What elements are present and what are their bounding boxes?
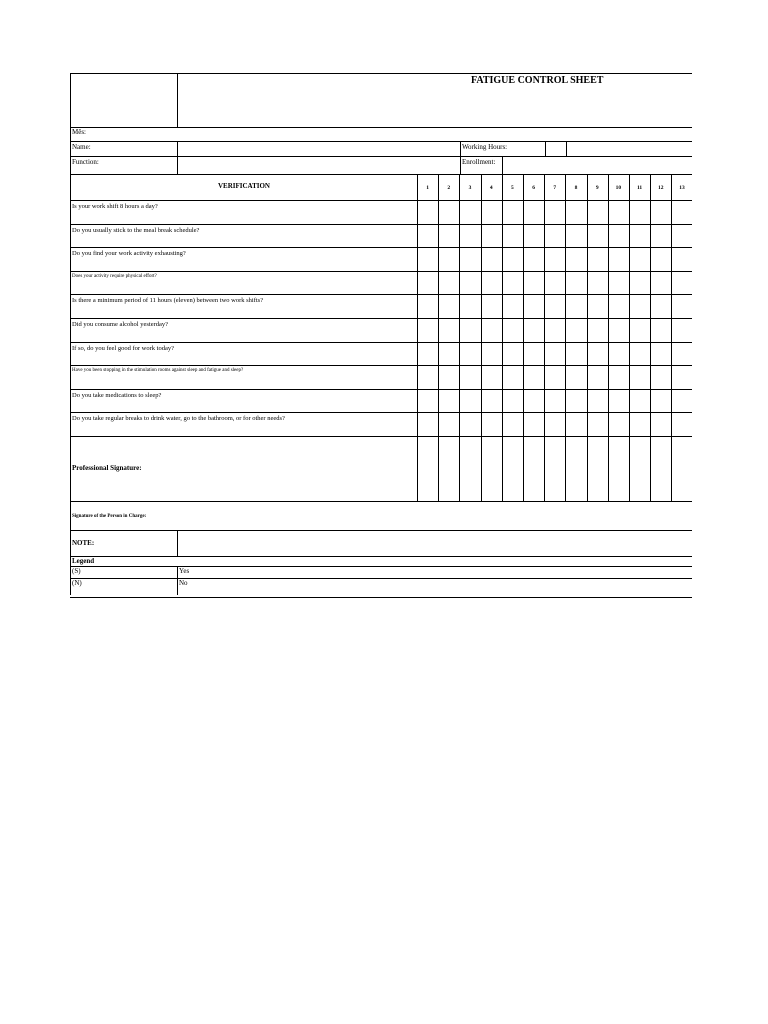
working-hours-field-end[interactable]: [568, 142, 692, 156]
answer-cell[interactable]: [608, 343, 629, 366]
answer-cell[interactable]: [502, 201, 523, 224]
answer-cell[interactable]: [502, 272, 523, 295]
answer-cell[interactable]: [587, 295, 608, 318]
answer-cell[interactable]: [459, 272, 480, 295]
answer-cell[interactable]: [629, 343, 650, 366]
answer-cell[interactable]: [565, 295, 586, 318]
answer-cell[interactable]: [523, 225, 544, 248]
question-text: If so, do you feel good for work today?: [72, 344, 174, 352]
note-row: [70, 530, 692, 556]
month-row: [70, 127, 692, 141]
answer-cell[interactable]: [438, 248, 459, 271]
answer-cell[interactable]: [608, 366, 629, 389]
answer-cell[interactable]: [481, 225, 502, 248]
answer-cell[interactable]: [544, 413, 565, 436]
answer-cell[interactable]: [650, 413, 671, 436]
answer-cell[interactable]: [481, 366, 502, 389]
answer-cell[interactable]: [544, 201, 565, 224]
answer-cell[interactable]: [608, 201, 629, 224]
answer-cell[interactable]: [544, 272, 565, 295]
enrollment-field[interactable]: [504, 157, 692, 174]
answer-cell[interactable]: [438, 272, 459, 295]
person-in-charge-row: [70, 501, 692, 530]
signature-cell[interactable]: [629, 437, 650, 501]
signature-cell[interactable]: [417, 437, 438, 501]
answer-cell[interactable]: [438, 343, 459, 366]
note-label: NOTE:: [72, 538, 95, 547]
legend-row-yes: [70, 566, 692, 578]
question-row: [70, 294, 692, 318]
answer-cell[interactable]: [459, 248, 480, 271]
answer-cell[interactable]: [565, 413, 586, 436]
answer-cell[interactable]: [629, 201, 650, 224]
answer-cell[interactable]: [587, 413, 608, 436]
question-row: [70, 224, 692, 248]
signature-cell[interactable]: [523, 437, 544, 501]
answer-cell[interactable]: [587, 343, 608, 366]
answer-cell[interactable]: [481, 390, 502, 413]
answer-cell[interactable]: [417, 413, 438, 436]
answer-cell[interactable]: [629, 366, 650, 389]
question-row: [70, 247, 692, 271]
working-hours-field-start[interactable]: [547, 142, 565, 156]
question-row: [70, 200, 692, 224]
answer-cell[interactable]: [438, 413, 459, 436]
question-text: Is there a minimum period of 11 hours (eleven) between two work shifts?: [72, 297, 264, 305]
answer-cell[interactable]: [629, 319, 650, 342]
answer-cell[interactable]: [502, 343, 523, 366]
day-column-header: 11: [636, 185, 643, 191]
answer-cell[interactable]: [523, 272, 544, 295]
function-row: [70, 156, 692, 174]
answer-cell[interactable]: [523, 413, 544, 436]
day-column-header: 10: [615, 185, 622, 191]
header-row: [70, 73, 692, 127]
answer-cell[interactable]: [459, 225, 480, 248]
answer-cell[interactable]: [565, 248, 586, 271]
answer-cell[interactable]: [650, 272, 671, 295]
answer-cell[interactable]: [565, 343, 586, 366]
question-text: Do you take regular breaks to drink water, go to the bathroom, or for other needs?: [72, 415, 285, 423]
question-text: Is your work shift 8 hours a day?: [72, 203, 158, 210]
answer-cell[interactable]: [671, 295, 692, 318]
answer-cell[interactable]: [587, 248, 608, 271]
answer-cell[interactable]: [481, 272, 502, 295]
answer-cell[interactable]: [650, 390, 671, 413]
day-column-header: 8: [574, 185, 578, 191]
answer-cell[interactable]: [587, 225, 608, 248]
working-hours-label: Working Hours:: [462, 143, 508, 151]
professional-signature-label: Professional Signature:: [72, 463, 142, 472]
person-in-charge-label: Signature of the Person in Charge:: [72, 513, 147, 519]
answer-cell[interactable]: [565, 390, 586, 413]
verification-grid: [70, 174, 692, 501]
day-column-header: 3: [468, 185, 472, 191]
answer-cell[interactable]: [523, 295, 544, 318]
answer-cell[interactable]: [544, 366, 565, 389]
question-text: Do you usually stick to the meal break schedule?: [72, 226, 200, 234]
answer-cell[interactable]: [481, 248, 502, 271]
note-field[interactable]: [179, 531, 691, 556]
answer-cell[interactable]: [481, 343, 502, 366]
answer-cell[interactable]: [417, 225, 438, 248]
answer-cell[interactable]: [671, 343, 692, 366]
day-column-header: 1: [426, 185, 429, 191]
day-column-header: 5: [511, 185, 514, 191]
answer-cell[interactable]: [587, 366, 608, 389]
answer-cell[interactable]: [417, 272, 438, 295]
day-column-header: 12: [658, 185, 664, 191]
answer-cell[interactable]: [565, 225, 586, 248]
answer-cell[interactable]: [608, 413, 629, 436]
question-row: [70, 271, 692, 295]
answer-cell[interactable]: [417, 201, 438, 224]
answer-cell[interactable]: [671, 248, 692, 271]
signature-cell[interactable]: [650, 437, 671, 501]
answer-cell[interactable]: [459, 319, 480, 342]
answer-cell[interactable]: [502, 295, 523, 318]
legend-row-no: [70, 578, 692, 595]
fatigue-control-sheet: [70, 73, 692, 595]
legend-code: (S): [72, 566, 81, 575]
enrollment-label: Enrollment:: [462, 158, 496, 166]
question-row: [70, 389, 692, 413]
answer-cell[interactable]: [650, 201, 671, 224]
answer-cell[interactable]: [459, 295, 480, 318]
answer-cell[interactable]: [671, 201, 692, 224]
answer-cell[interactable]: [565, 366, 586, 389]
answer-cell[interactable]: [502, 319, 523, 342]
answer-cell[interactable]: [629, 248, 650, 271]
signature-cell[interactable]: [438, 437, 459, 501]
answer-cell[interactable]: [481, 413, 502, 436]
answer-cell[interactable]: [608, 225, 629, 248]
answer-cell[interactable]: [565, 272, 586, 295]
answer-cell[interactable]: [438, 201, 459, 224]
answer-cell[interactable]: [523, 390, 544, 413]
answer-cell[interactable]: [565, 319, 586, 342]
answer-cell[interactable]: [608, 390, 629, 413]
answer-cell[interactable]: [502, 390, 523, 413]
signature-cell[interactable]: [587, 437, 608, 501]
answer-cell[interactable]: [608, 248, 629, 271]
question-row: [70, 412, 692, 436]
answer-cell[interactable]: [459, 413, 480, 436]
answer-cell[interactable]: [671, 413, 692, 436]
answer-cell[interactable]: [671, 366, 692, 389]
answer-cell[interactable]: [650, 343, 671, 366]
day-column-header: 4: [489, 185, 493, 191]
answer-cell[interactable]: [438, 319, 459, 342]
answer-cell[interactable]: [502, 413, 523, 436]
answer-cell[interactable]: [650, 366, 671, 389]
answer-cell[interactable]: [459, 366, 480, 389]
answer-cell[interactable]: [544, 390, 565, 413]
answer-cell[interactable]: [438, 390, 459, 413]
answer-cell[interactable]: [523, 201, 544, 224]
answer-cell[interactable]: [502, 366, 523, 389]
answer-cell[interactable]: [544, 343, 565, 366]
answer-cell[interactable]: [629, 295, 650, 318]
answer-cell[interactable]: [671, 225, 692, 248]
answer-cell[interactable]: [438, 295, 459, 318]
signature-cell[interactable]: [671, 437, 692, 501]
answer-cell[interactable]: [417, 319, 438, 342]
answer-cell[interactable]: [587, 201, 608, 224]
answer-cell[interactable]: [481, 295, 502, 318]
answer-cell[interactable]: [417, 248, 438, 271]
answer-cell[interactable]: [650, 295, 671, 318]
answer-cell[interactable]: [544, 319, 565, 342]
legend-code: (N): [72, 578, 82, 587]
legend-label: Legend: [72, 556, 95, 565]
day-column-header: 2: [447, 185, 451, 191]
signature-cell[interactable]: [459, 437, 480, 501]
answer-cell[interactable]: [417, 295, 438, 318]
question-text: Do you take medications to sleep?: [72, 391, 162, 399]
signature-cell[interactable]: [544, 437, 565, 501]
answer-cell[interactable]: [459, 343, 480, 366]
answer-cell[interactable]: [417, 343, 438, 366]
answer-cell[interactable]: [523, 343, 544, 366]
answer-cell[interactable]: [523, 248, 544, 271]
answer-cell[interactable]: [544, 248, 565, 271]
answer-cell[interactable]: [671, 272, 692, 295]
answer-cell[interactable]: [523, 366, 544, 389]
verification-header-row: [70, 174, 692, 200]
question-row: [70, 318, 692, 342]
answer-cell[interactable]: [629, 225, 650, 248]
page-title: FATIGUE CONTROL SHEET: [471, 75, 604, 86]
month-label: Mês:: [72, 128, 86, 136]
answer-cell[interactable]: [502, 225, 523, 248]
answer-cell[interactable]: [417, 390, 438, 413]
answer-cell[interactable]: [671, 390, 692, 413]
legend-meaning: No: [179, 578, 188, 587]
answer-cell[interactable]: [417, 366, 438, 389]
function-field[interactable]: [179, 157, 459, 174]
answer-cell[interactable]: [438, 225, 459, 248]
signature-cell[interactable]: [608, 437, 629, 501]
answer-cell[interactable]: [629, 413, 650, 436]
day-column-header: 6: [532, 185, 535, 191]
answer-cell[interactable]: [523, 319, 544, 342]
question-text: Did you consume alcohol yesterday?: [72, 320, 169, 328]
answer-cell[interactable]: [502, 248, 523, 271]
answer-cell[interactable]: [459, 201, 480, 224]
answer-cell[interactable]: [587, 272, 608, 295]
logo-box: [71, 74, 177, 127]
answer-cell[interactable]: [650, 248, 671, 271]
name-field[interactable]: [179, 142, 459, 156]
answer-cell[interactable]: [650, 319, 671, 342]
answer-cell[interactable]: [629, 390, 650, 413]
question-row: [70, 342, 692, 366]
function-label: Function:: [72, 158, 99, 166]
answer-cell[interactable]: [481, 319, 502, 342]
answer-cell[interactable]: [587, 319, 608, 342]
question-row: [70, 365, 692, 389]
answer-cell[interactable]: [608, 319, 629, 342]
signature-cell[interactable]: [481, 437, 502, 501]
legend-meaning: Yes: [179, 566, 190, 575]
answer-cell[interactable]: [650, 225, 671, 248]
answer-cell[interactable]: [544, 225, 565, 248]
day-column-header: 7: [553, 185, 557, 191]
answer-cell[interactable]: [438, 366, 459, 389]
legend-header-row: [70, 556, 692, 566]
signature-cell[interactable]: [502, 437, 523, 501]
answer-cell[interactable]: [587, 390, 608, 413]
name-row: [70, 141, 692, 156]
answer-cell[interactable]: [671, 319, 692, 342]
answer-cell[interactable]: [565, 201, 586, 224]
professional-signature-row: [70, 436, 692, 501]
question-text: Does your activity require physical effort?: [72, 273, 157, 279]
day-column-header: 13: [679, 185, 685, 191]
signature-cell[interactable]: [565, 437, 586, 501]
answer-cell[interactable]: [608, 272, 629, 295]
answer-cell[interactable]: [459, 390, 480, 413]
name-label: Name:: [72, 143, 91, 151]
answer-cell[interactable]: [629, 272, 650, 295]
verification-label: VERIFICATION: [218, 182, 270, 190]
question-text: Have you been stopping in the stimulation rooms against sleep and fatigue and sleep?: [72, 368, 244, 374]
answer-cell[interactable]: [608, 295, 629, 318]
question-text: Do you find your work activity exhausting?: [72, 250, 186, 258]
table-bottom-border: [70, 597, 692, 598]
answer-cell[interactable]: [544, 295, 565, 318]
answer-cell[interactable]: [481, 201, 502, 224]
day-column-header: 9: [595, 185, 599, 191]
